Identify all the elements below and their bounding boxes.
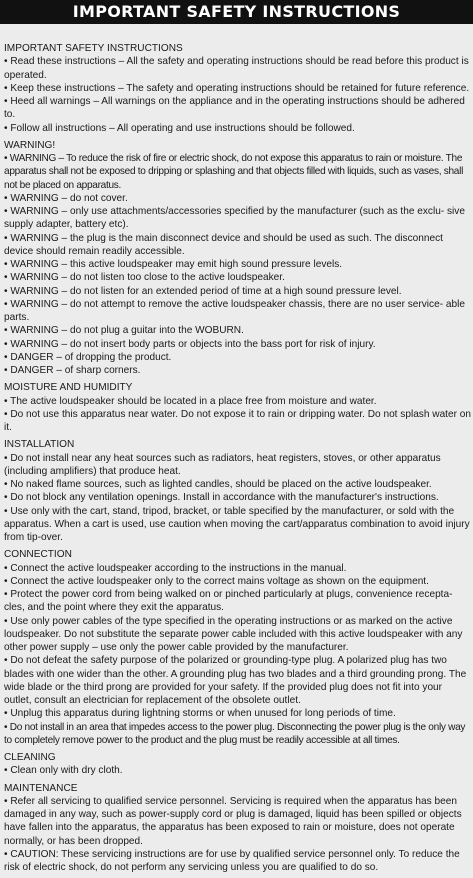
section-heading: MAINTENANCE xyxy=(4,782,78,794)
list-item: • CAUTION: These servicing instructions are for use by qualified service personnel only. To reduce the risk of electric shock, do not perform any servicing unless you are qualified to do so. xyxy=(4,848,460,873)
list-item: • WARNING – do not listen for an extended period of time at a high sound pressure level. xyxy=(4,285,402,297)
list-item: • Do not install in an area that impedes access to the power plug. Disconnecting the power plug is the only way to completely remove power to the product and the plug must be readily accessible at all times. xyxy=(4,721,466,746)
section-connection xyxy=(4,548,472,747)
list-item: • Do not use this apparatus near water. Do not expose it to rain or dripping water. Do not splash water on it. xyxy=(4,408,471,433)
list-item: • Connect the active loudspeaker according to the instructions in the manual. xyxy=(4,562,347,574)
list-item: • Refer all servicing to qualified service personnel. Servicing is required when the apparatus has been damaged in any way, such as power-supply cord or plug is damaged, liquid has been spilled or objects have fallen into the apparatus, the apparatus has been exposed to rain or moisture, does not operate normally, or has been dropped. xyxy=(4,795,462,847)
section-moisture-humidity xyxy=(4,381,472,434)
list-item: • The active loudspeaker should be located in a place free from moisture and water. xyxy=(4,395,377,407)
list-item: • Follow all instructions – All operating and use instructions should be followed. xyxy=(4,122,355,134)
list-item: • WARNING – do not insert body parts or objects into the bass port for risk of injury. xyxy=(4,338,376,350)
section-installation xyxy=(4,438,472,544)
list-item: • Use only power cables of the type specified in the operating instructions or as marked on the active loudspeaker. Do not substitute the separate power cable included with this active loudspeaker with any other power supply – use only the power cable provided by the manufacturer. xyxy=(4,615,463,653)
list-item: • WARNING – do not listen too close to the active loudspeaker. xyxy=(4,272,285,284)
list-item: • WARNING – this active loudspeaker may emit high sound pressure levels. xyxy=(4,259,343,270)
list-item: • Keep these instructions – The safety and operating instructions should be retained for future reference. xyxy=(4,82,470,94)
section-heading: WARNING! xyxy=(4,139,56,151)
section-important-safety xyxy=(4,42,472,135)
list-item: • Read these instructions – All the safety and operating instructions should be read before this product is operated. xyxy=(4,56,469,81)
list-item: • Protect the power cord from being walked on or pinched particularly at plugs, convenience recepta- cles, and the point where they exit the apparatus. xyxy=(4,589,453,614)
section-heading: IMPORTANT SAFETY INSTRUCTIONS xyxy=(4,43,183,54)
section-heading: CONNECTION xyxy=(4,549,72,561)
list-item: • No naked flame sources, such as lighted candles, should be placed on the active loudspeaker. xyxy=(4,479,432,490)
list-item: • WARNING – do not plug a guitar into the WOBURN. xyxy=(4,325,244,337)
instructions-body xyxy=(4,42,472,878)
section-heading: INSTALLATION xyxy=(4,439,75,451)
list-item: • Connect the active loudspeaker only to the correct mains voltage as shown on the equipment. xyxy=(4,575,429,587)
list-item: • Heed all warnings – All warnings on the appliance and in the operating instructions should be adhered to. xyxy=(4,96,465,121)
section-maintenance xyxy=(4,782,472,875)
list-item: • Unplug this apparatus during lightning storms or when unused for long periods of time. xyxy=(4,708,396,720)
section-warning xyxy=(4,139,472,378)
list-item: • Do not defeat the safety purpose of the polarized or grounding-type plug. A polarized plug has two blades with one wider than the other. A grounding plug has two blades and a third grounding prong. The wide blade or the third prong are provided for your safety. If the provided plug does not fit into your outlet, consult an electrician for replacement of the obsolete outlet. xyxy=(4,655,467,706)
section-cleaning xyxy=(4,751,472,778)
section-heading: CLEANING xyxy=(4,752,56,763)
list-item: • WARNING – the plug is the main disconnect device and should be used as such. The disconnect device should remain readily accessible. xyxy=(4,232,443,257)
list-item: • WARNING – do not cover. xyxy=(4,192,128,204)
list-item: • Do not block any ventilation openings. Install in accordance with the manufacturer's instructions. xyxy=(4,492,439,504)
list-item: • Do not install near any heat sources such as radiators, heat registers, stoves, or other apparatus (including amplifiers) that produce heat. xyxy=(4,452,441,477)
section-heading: MOISTURE AND HUMIDITY xyxy=(4,382,133,394)
list-item: • WARNING – do not attempt to remove the active loudspeaker chassis, there are no user service- able parts. xyxy=(4,298,465,323)
list-item: • WARNING – only use attachments/accessories specified by the manufacturer (such as the exclu- sive supply adapter, battery etc). xyxy=(4,206,465,231)
banner-title: IMPORTANT SAFETY INSTRUCTIONS xyxy=(0,0,473,24)
list-item: • WARNING – To reduce the risk of fire or electric shock, do not expose this apparatus to rain or moisture. The apparatus shall not be exposed to dripping or splashing and that objects filled with liquids, such as vases, shall not be placed on apparatus. xyxy=(4,153,464,191)
list-item: • Use only with the cart, stand, tripod, bracket, or table specified by the manufacturer, or sold with the apparatus. When a cart is used, use caution when moving the cart/apparatus combination to avoid injury from tip-over. xyxy=(4,505,470,543)
list-item: • DANGER – of sharp corners. xyxy=(4,365,141,376)
list-item: • DANGER – of dropping the product. xyxy=(4,351,172,363)
list-item: • Clean only with dry cloth. xyxy=(4,765,123,777)
